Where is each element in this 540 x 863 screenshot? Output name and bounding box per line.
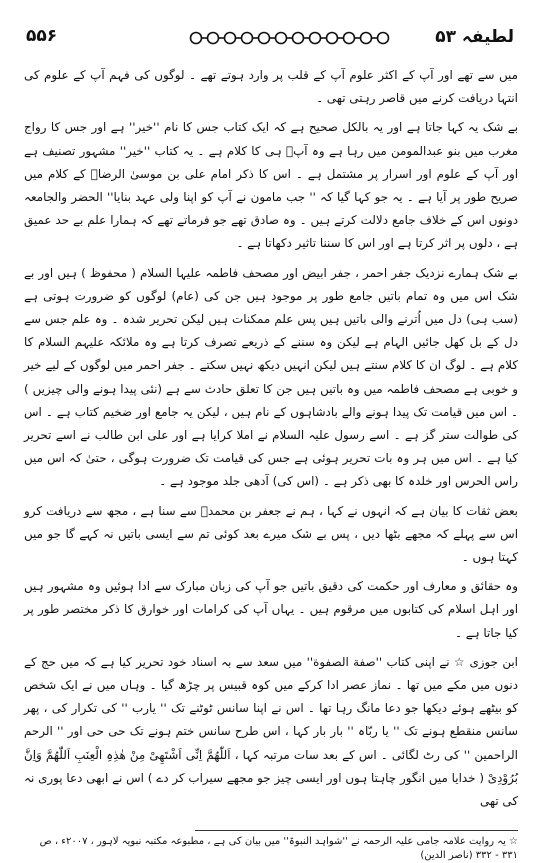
ornament-ring [191,33,202,44]
footnote: ☆ یہ روایت علامہ جامی علیہ الرحمہ نے ''شواہد النبوۃ'' میں بیان کی ہے ، مطبوعہ مکتبہ نبویہ لاہور ، ۲۰۰۷ء ، ص ۳۳۱ - ۳۳۲ (ناصر الدین) [39,836,518,861]
chapter-title: لطیفہ ۵۳ [435,27,514,47]
page-number: ۵۵۶ [26,26,58,46]
ornament-ring [259,33,270,44]
page-header [22,22,518,52]
ornament-ring [293,33,304,44]
page-body [24,64,518,819]
ornament-ring [208,33,219,44]
ornament-ring [327,33,338,44]
ornament-ring [344,33,355,44]
paragraph: وہ حقائق و معارف اور حکمت کی دقیق باتیں جو آپ کی زبان مبارک سے ادا ہوئیں وہ مشہور ہیں اور اہل اسلام کی کتابوں میں مرقوم ہیں ۔ یہاں آپ کی کرامات اور خوارق کا ذکر مختصر طور پر کیا جاتا ہے ۔ [24,579,518,640]
paragraph: بعض ثقات کا بیان ہے کہ انہوں نے کہا ، ہم نے جعفر بن محمدؑ سے سنا ہے ، مجھ سے دریافت کرو اس سے پہلے کہ مجھے بٹھا دیں ، پس بے شک میرے بعد کوئی تم سے ایسی باتیں نہ کہے گا جو میں کہتا ہوں ۔ [24,503,518,565]
paragraph: ابن جوزی ☆ نے اپنی کتاب ''صفة الصفوة'' میں سعد سے بہ اسناد خود تحریر کیا ہے کہ میں حج کے دنوں میں مکے میں تھا ۔ نماز عصر ادا کرکے میں کوہ قبیس پر چڑھ گیا ۔ وہاں میں نے ایک شخص کو بیٹھے ہوئے دیکھا جو دعا مانگ رہا تھا ۔ اس نے اپنا سانس ٹوٹنے تک '' یارب '' کی تکرار کی ، پھر سانس منقطع ہونے تک '' یا ربّاہ '' بار بار کہا ، اس طرح سانس ختم ہونے تک حی حی اور '' الرحم الراحمین '' کی رٹ لگائی ۔ اس کے بعد سات مرتبہ کہا ، اَللّٰھُمَّ اِنِّی اَشْتَھِیْ مِنْ ھٰذِہِ الْعِنَبِ اَللّٰھُمَّ وَاِنَّ بُرُوْدِیْ ( خدایا میں انگور چاہتا ہوں اور ایسی چیز جو مجھے سیراب کر دے ) اس نے ابھی دعا پوری نہ کی تھی [24,654,518,809]
ornament-ring [276,33,287,44]
paragraph: میں سے تھے اور آپ کے اکثر علوم آپ کے قلب پر وارد ہوتے تھے ۔ لوگوں کی فہم آپ کے علوم کی انتہا دریافت کرنے میں قاصر رہتی تھی ۔ [24,68,518,106]
ornament-ring [378,33,389,44]
ornament-ring [225,33,236,44]
ornament-ring [310,33,321,44]
decorative-chain-ornament [187,28,392,48]
footnote-divider [195,830,518,831]
paragraph: بے شک یہ کہا جاتا ہے اور یہ بالکل صحیح ہے کہ ایک کتاب جس کا نام ''خیر'' ہے اور جس کا رواج مغرب میں بنو عبدالمومن میں رہا ہے وہ آپؑ ہی کا کلام ہے ۔ یہ کتاب ''خیر'' مشہور تصنیف ہے اور آپ کے علوم اور اسرار پر مشتمل ہے ۔ اس کا ذکر امام علی بن موسیٰ الرضاؑ کے کلام میں صریح طور پر آیا ہے ۔ یہ جو کہا گیا کہ '' جب مامون نے آپ کو اپنا ولی عہد بنایا'' الحضر والجامعہ دونوں اس کے خلاف جامع دلالت کرتے ہیں ۔ وہ صادق تھے جو فرماتے تھے کہ ہمارا علم بے حد عمیق ہے ، دلوں پر اثر کرتا ہے اور اس کا سننا تاثیر دکھاتا ہے ۔ [24,120,518,251]
ornament-ring [242,33,253,44]
paragraph: بے شک ہمارے نزدیک جفر احمر ، جفر ابیض اور مصحف فاطمہ علیہا السلام ( محفوظ ) ہیں اور بے شک اس میں وہ تمام باتیں جامع طور پر موجود ہیں جن کی (عام) لوگوں کو ضرورت ہوتی ہے (سب ہی) دل میں اُترنے والی باتیں ہیں پس علم ممکنات ہیں لیکن تحریر شدہ ۔ وہ علم جس سے دل کے بل کھل جائیں الہام ہے لیکن وہ سننے کے ذریعے تصرف کرتا ہے وہ ملائکہ علیہم السلام کا کلام ہے ۔ لوگ ان کا کلام سنتے ہیں لیکن انہیں دیکھ نہیں سکتے ۔ جفر احمر میں لوگوں کے لیے خیر و خوبی ہے مصحف فاطمہ میں وہ باتیں ہیں جن کا تعلق حادث سے ہے (نئی پیدا ہونے والی چیزیں ) ۔ اس میں قیامت تک پیدا ہونے والے بادشاہوں کے نام ہیں ، لیکن یہ جامع اور ضخیم کتاب ہے ۔ اس کی طوالت ستر گز ہے ۔ اسے رسول علیہ السلام نے املا کرایا ہے اور علی ابن طالب نے اسے تحریر کیا ہے ۔ اس میں ہر وہ بات تحریر ہوئی ہے جس کی قیامت تک ضرورت ہوگی ، حتیٰ کہ اس میں راس الحرس اور خلدہ کا بھی ذکر ہے ۔ (اس کی) آدھی جلد موجود ہے ۔ [24,265,518,489]
ornament-ring [361,33,372,44]
